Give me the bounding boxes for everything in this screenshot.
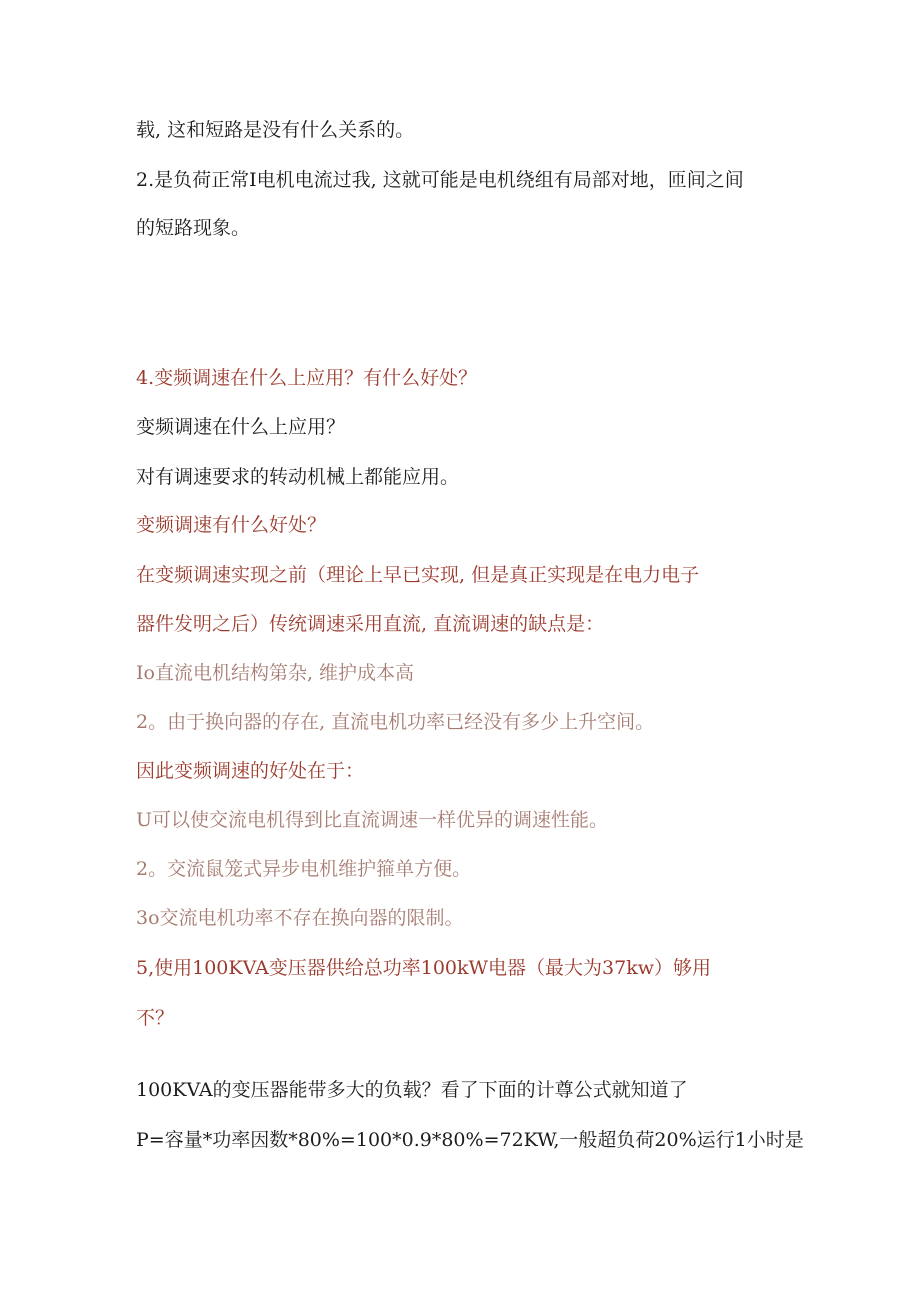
list-item: Io直流电机结构第杂, 维护成本高 bbox=[136, 662, 415, 684]
paragraph-line: 载, 这和短路是没有什么关系的。 bbox=[136, 119, 415, 141]
sub-question: 变频调速在什么上应用？ bbox=[136, 416, 346, 438]
sub-question: 变频调速有什么好处？ bbox=[136, 514, 327, 536]
paragraph-line: 在变频调速实现之前（理论上早已实现, 但是真正实现是在电力电子 bbox=[136, 564, 700, 586]
list-item: 3o交流电机功率不存在换向器的限制。 bbox=[136, 907, 464, 929]
question-heading: 5,使用100KVA变压器供给总功率100kW电器（最大为37kw）够用 bbox=[136, 957, 712, 979]
paragraph-line: 的短路现象。 bbox=[136, 217, 251, 239]
paragraph-line: P=容量*功率因数*80%=100*0.9*80%=72KW,一般超负荷20%运行1小时是 bbox=[136, 1129, 804, 1151]
list-item: 2。交流鼠笼式异步电机维护箍单方便。 bbox=[136, 858, 472, 880]
paragraph-line: 100KVA的变压器能带多大的负载？看了下面的计尊公式就知道了 bbox=[136, 1079, 688, 1101]
answer-line: 对有调速要求的转动机械上都能应用。 bbox=[136, 466, 460, 488]
paragraph-line: 器件发明之后）传统调速采用直流, 直流调速的缺点是： bbox=[136, 613, 605, 635]
paragraph-line: 2.是负荷正常I电机电流过我, 这就可能是电机绕组有局部对地，匝间之间 bbox=[136, 169, 744, 191]
question-heading: 不？ bbox=[136, 1007, 175, 1029]
paragraph-line: 因此变频调速的好处在于： bbox=[136, 760, 365, 782]
list-item: 2。由于换向器的存在, 直流电机功率已经没有多少上升空间。 bbox=[136, 711, 655, 733]
question-heading: 4.变频调速在什么上应用？有什么好处？ bbox=[136, 367, 478, 389]
list-item: U可以使交流电机得到比直流调速一样优异的调速性能。 bbox=[136, 809, 609, 831]
